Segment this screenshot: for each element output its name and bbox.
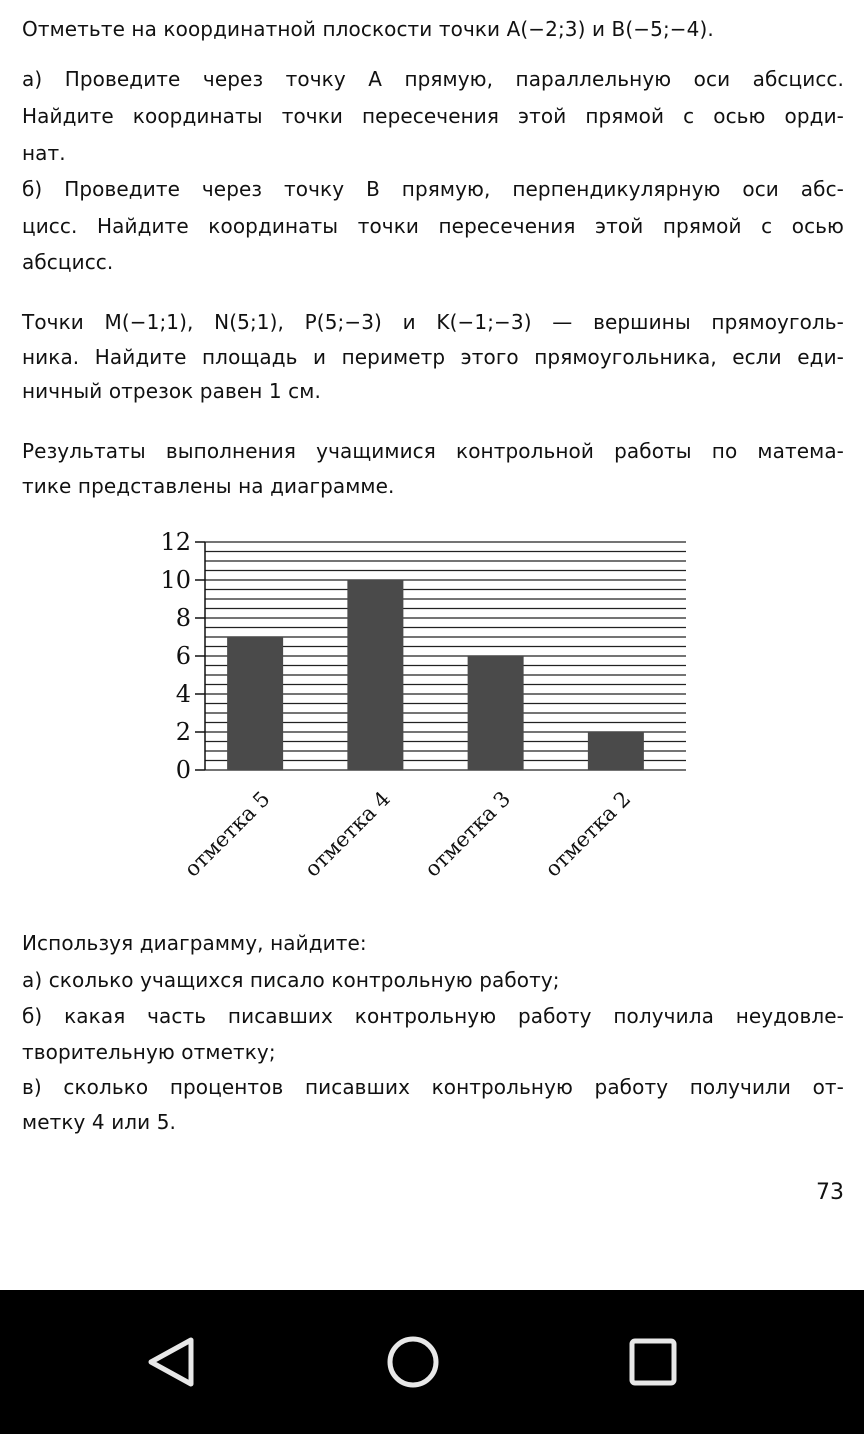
recents-icon <box>621 1332 685 1392</box>
coordinate-task-b-line-3: абсцисс. <box>22 250 114 274</box>
y-tick-label: 6 <box>175 642 191 670</box>
bar-chart <box>130 520 710 900</box>
page-number: 73 <box>816 1180 844 1205</box>
questions-intro: Используя диаграмму, найдите: <box>22 931 367 955</box>
bar <box>227 637 283 770</box>
chart-x-labels <box>180 787 636 882</box>
chart-task-line-2: тике представлены на диаграмме. <box>22 474 395 498</box>
x-tick-label: отметка 4 <box>299 786 395 882</box>
x-tick-label: отметка 5 <box>179 786 275 882</box>
bar <box>468 656 524 770</box>
coordinate-task-b-line-2: цисс. Найдите координаты точки пересечения этой прямой с осью <box>22 214 844 238</box>
y-tick-label: 2 <box>175 718 191 746</box>
chart-y-axis <box>160 528 205 784</box>
back-button[interactable] <box>141 1332 205 1392</box>
rectangle-task-line-3: ничный отрезок равен 1 см. <box>22 379 321 403</box>
y-tick-label: 12 <box>160 528 191 556</box>
rectangle-task-line-1: Точки M(−1;1), N(5;1), P(5;−3) и K(−1;−3) — вершины прямоуголь- <box>22 310 844 334</box>
y-tick-label: 8 <box>175 604 191 632</box>
back-icon <box>141 1332 205 1392</box>
home-button[interactable] <box>381 1332 445 1392</box>
coordinate-task-b-line-1: б) Проведите через точку B прямую, перпендикулярную оси абс- <box>22 177 844 201</box>
rectangle-task-line-2: ника. Найдите площадь и периметр этого прямоугольника, если еди- <box>22 345 844 369</box>
bar <box>588 732 644 770</box>
question-a: а) сколько учащихся писало контрольную работу; <box>22 968 560 992</box>
x-tick-label: отметка 3 <box>420 786 516 882</box>
y-tick-label: 0 <box>175 756 191 784</box>
coordinate-task-intro: Отметьте на координатной плоскости точки A(−2;3) и B(−5;−4). <box>22 17 714 41</box>
chart-task-line-1: Результаты выполнения учащимися контрольной работы по матема- <box>22 439 844 463</box>
coordinate-task-a-line-2: Найдите координаты точки пересечения этой прямой с осью орди- <box>22 104 844 128</box>
y-tick-label: 4 <box>175 680 191 708</box>
bar <box>347 580 403 770</box>
question-b-line-2: творительную отметку; <box>22 1040 276 1064</box>
question-b-line-1: б) какая часть писавших контрольную работу получила неудовле- <box>22 1004 844 1028</box>
recents-button[interactable] <box>621 1332 685 1392</box>
question-c-line-2: метку 4 или 5. <box>22 1110 177 1134</box>
android-navigation-bar <box>0 1290 864 1434</box>
coordinate-task-a-line-3: нат. <box>22 141 66 165</box>
x-tick-label: отметка 2 <box>540 786 636 882</box>
home-icon <box>381 1332 445 1392</box>
coordinate-task-a-line-1: а) Проведите через точку A прямую, параллельную оси абсцисс. <box>22 67 844 91</box>
question-c-line-1: в) сколько процентов писавших контрольную работу получили от- <box>22 1075 844 1099</box>
y-tick-label: 10 <box>160 566 191 594</box>
